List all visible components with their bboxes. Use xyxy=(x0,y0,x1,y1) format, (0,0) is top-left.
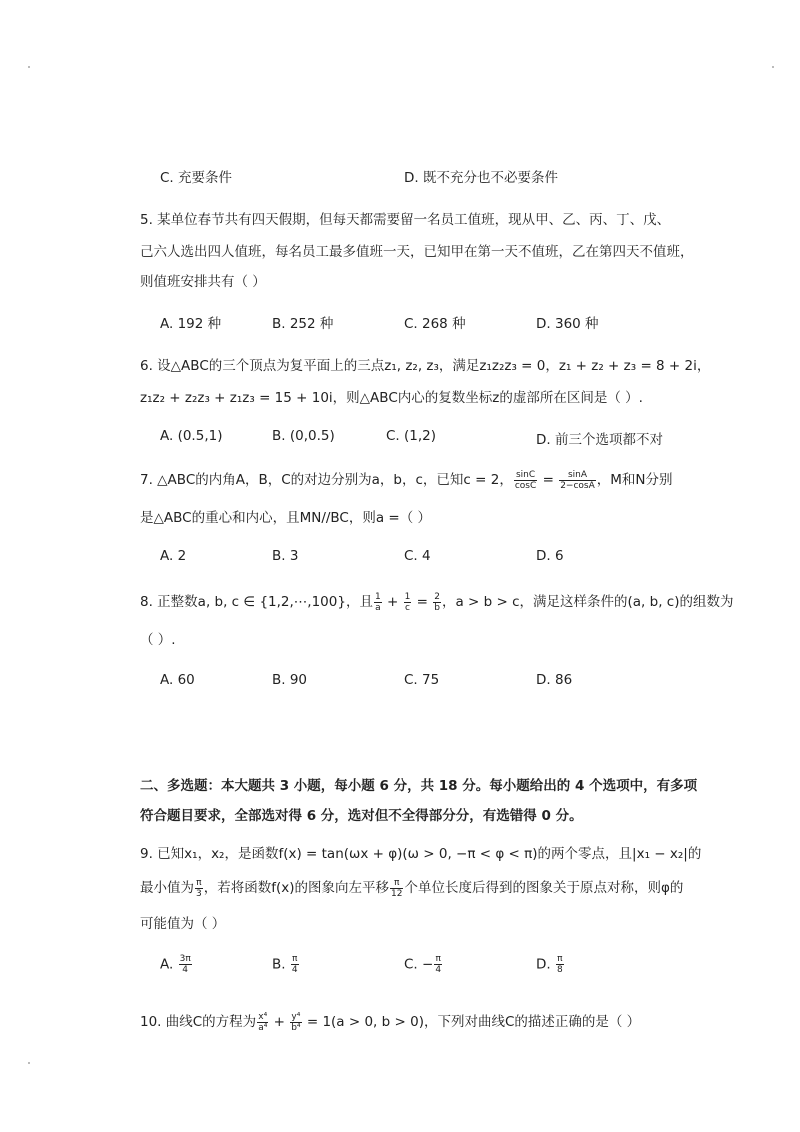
q9-option-a xyxy=(160,954,193,975)
q6-line-1: 6. 设△ABC的三个顶点为复平面上的三点z₁, z₂, z₃，满足z₁z₂z₃ = 0，z₁ + z₂ + z₃ = 8 + 2i， xyxy=(140,358,711,374)
q7-option-b: B. 3 xyxy=(272,548,299,564)
q7-option-d: D. 6 xyxy=(536,548,564,564)
q9-f2-denominator: 12 xyxy=(391,888,403,899)
q8-fraction-2-b xyxy=(433,592,441,613)
q9-line-1: 9. 已知x₁，x₂，是函数f(x) = tan(ωx + φ)(ω > 0, −π < φ < π)的两个零点，且|x₁ − x₂|的 xyxy=(140,846,702,862)
scan-speck xyxy=(772,66,774,68)
q9-f1-denominator: 3 xyxy=(196,888,202,899)
section-2-heading-line-2: 符合题目要求，全部选对得 6 分，选对但不全得部分分，有选错得 0 分。 xyxy=(140,808,583,824)
q8-option-a: A. 60 xyxy=(160,672,195,688)
q7-option-c: C. 4 xyxy=(404,548,431,564)
q9-option-d-denominator: 8 xyxy=(556,965,563,975)
q10-fraction-x4-a4 xyxy=(257,1012,268,1033)
section-2-heading-line-1: 二、多选题：本大题共 3 小题，每小题 6 分，共 18 分。每小题给出的 4 个选项中，有多项 xyxy=(140,778,698,794)
q9-option-a-label: A. xyxy=(160,956,178,973)
q9-option-c xyxy=(404,954,443,975)
q8-f2-numerator: 1 xyxy=(404,591,411,602)
q4-option-d: D. 既不充分也不必要条件 xyxy=(404,170,558,186)
q8-f1-denominator: a xyxy=(375,602,381,613)
q10-line-1 xyxy=(140,1010,640,1033)
q7-fraction-sinC-cosC xyxy=(514,470,537,491)
q5-line-1: 5. 某单位春节共有四天假期，但每天都需要留一名员工值班，现从甲、乙、丙、丁、戊、 xyxy=(140,212,671,228)
q9-option-d-fraction xyxy=(556,954,564,975)
q9-option-d-label: D. xyxy=(536,956,555,973)
q7-line-2: 是△ABC的重心和内心，且MN//BC，则a =（ ） xyxy=(140,510,432,526)
q10-text-b: = 1(a > 0, b > 0)，下列对曲线C的描述正确的是（ ） xyxy=(302,1014,641,1030)
q7-fraction-sinA xyxy=(559,470,596,491)
q8-text-a: 8. 正整数a, b, c ∈ {1,2,⋯,100}，且 xyxy=(140,594,373,610)
q9-fraction-pi-3 xyxy=(195,878,203,899)
q9-option-a-fraction xyxy=(179,954,192,975)
q8-option-d: D. 86 xyxy=(536,672,573,688)
q9-option-d xyxy=(536,954,565,975)
q9-option-c-numerator: π xyxy=(435,954,441,964)
scan-speck xyxy=(28,1062,30,1064)
q4-option-c: C. 充要条件 xyxy=(160,170,233,186)
q9-option-b-numerator: π xyxy=(292,954,298,964)
q7-option-a: A. 2 xyxy=(160,548,187,564)
q6-option-c: C. (1,2) xyxy=(386,428,437,444)
q8-fraction-1-c xyxy=(404,592,412,613)
q8-f3-denominator: b xyxy=(434,602,440,613)
q7-text-a: 7. △ABC的内角A，B，C的对边分别为a，b，c，已知c = 2， xyxy=(140,472,513,488)
q5-option-b: B. 252 种 xyxy=(272,316,334,332)
q10-f1-denominator: a⁴ xyxy=(258,1022,268,1033)
q7-equals: = xyxy=(538,472,559,488)
q5-option-c: C. 268 种 xyxy=(404,316,466,332)
q10-text-a: 10. 曲线C的方程为 xyxy=(140,1014,257,1030)
q8-option-b: B. 90 xyxy=(272,672,308,688)
q8-equals: = xyxy=(412,594,433,610)
q9-line-2 xyxy=(140,876,683,899)
q9-text-c: 个单位长度后得到的图象关于原点对称，则φ的 xyxy=(404,880,684,896)
q10-f2-numerator: y⁴ xyxy=(291,1011,301,1022)
q9-option-b-label: B. xyxy=(272,956,290,973)
q7-frac1-numerator: sinC xyxy=(514,470,537,481)
q7-frac1-denominator: cosC xyxy=(514,480,537,491)
q8-plus: + xyxy=(382,594,403,610)
q6-option-b: B. (0,0.5) xyxy=(272,428,335,444)
q10-fraction-y4-b4 xyxy=(290,1012,301,1033)
scan-speck xyxy=(28,66,30,68)
q9-option-c-label: C. − xyxy=(404,956,434,973)
q9-f2-numerator: π xyxy=(390,878,403,889)
q6-option-a: A. (0.5,1) xyxy=(160,428,223,444)
q8-text-b: ，a > b > c，满足这样条件的(a, b, c)的组数为 xyxy=(441,594,734,610)
q9-option-b xyxy=(272,954,300,975)
q8-line-1 xyxy=(140,590,733,613)
q9-option-a-denominator: 4 xyxy=(182,965,189,975)
q9-text-b: ，若将函数f(x)的图象向左平移 xyxy=(203,880,390,896)
q8-f2-denominator: c xyxy=(404,602,410,613)
q9-line-3: 可能值为（ ） xyxy=(140,916,226,932)
q9-option-d-numerator: π xyxy=(557,954,563,964)
q9-option-b-fraction xyxy=(291,954,299,975)
q9-option-b-denominator: 4 xyxy=(291,965,298,975)
q6-line-2: z₁z₂ + z₂z₃ + z₁z₃ = 15 + 10i，则△ABC内心的复数坐标z的虚部所在区间是（ ）. xyxy=(140,390,643,406)
q9-option-a-numerator: 3π xyxy=(179,954,191,964)
q7-text-b: ，M和N分别 xyxy=(596,472,673,488)
q7-frac2-denominator: 2−cosA xyxy=(560,480,595,491)
q9-option-c-denominator: 4 xyxy=(435,965,442,975)
q10-f2-denominator: b⁴ xyxy=(291,1022,301,1033)
q9-option-c-fraction xyxy=(434,954,442,975)
q8-option-c: C. 75 xyxy=(404,672,440,688)
q7-frac2-numerator: sinA xyxy=(559,470,596,481)
q8-f1-numerator: 1 xyxy=(374,591,381,602)
q5-option-a: A. 192 种 xyxy=(160,316,222,332)
q7-line-1 xyxy=(140,468,673,491)
q9-f1-numerator: π xyxy=(196,877,202,888)
q5-option-d: D. 360 种 xyxy=(536,316,599,332)
q5-line-3: 则值班安排共有（ ） xyxy=(140,274,266,290)
q6-option-d: D. 前三个选项都不对 xyxy=(536,432,663,448)
q9-text-a: 最小值为 xyxy=(140,880,194,896)
q5-line-2: 己六人选出四人值班，每名员工最多值班一天，已知甲在第一天不值班，乙在第四天不值班， xyxy=(140,244,694,260)
q8-fraction-1-a xyxy=(374,592,382,613)
q9-fraction-pi-12 xyxy=(390,878,403,899)
q10-f1-numerator: x⁴ xyxy=(258,1011,268,1022)
q8-line-2: （ ）. xyxy=(140,632,176,648)
q10-plus: + xyxy=(269,1014,290,1030)
q8-f3-numerator: 2 xyxy=(434,591,440,602)
